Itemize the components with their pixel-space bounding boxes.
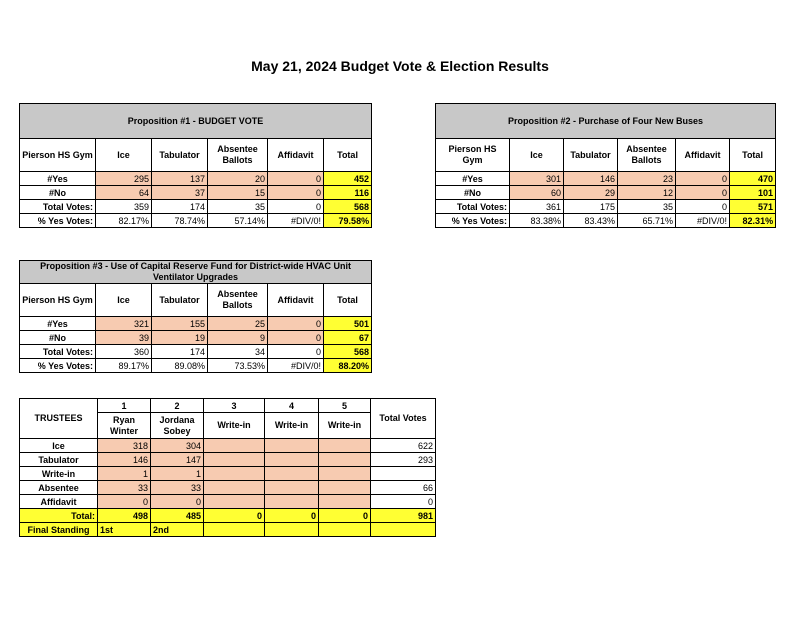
cell <box>204 523 265 537</box>
cell <box>204 481 265 495</box>
cell: 34 <box>208 345 268 359</box>
table-row <box>20 359 372 373</box>
trustees-table <box>19 398 436 537</box>
table-row <box>20 214 372 228</box>
total-cell: 0 <box>371 495 436 509</box>
col-header: Total <box>730 139 776 172</box>
total-cell: 79.58% <box>324 214 372 228</box>
cell <box>265 481 319 495</box>
total-cell <box>371 523 436 537</box>
col-header: Total <box>324 284 372 317</box>
cell: 0 <box>676 200 730 214</box>
cell: 89.17% <box>96 359 152 373</box>
table-row <box>436 172 776 186</box>
cell: 78.74% <box>152 214 208 228</box>
cell: 20 <box>208 172 268 186</box>
col-header: Pierson HS Gym <box>436 139 510 172</box>
cell: 65.71% <box>618 214 676 228</box>
cell: 9 <box>208 331 268 345</box>
total-cell: 88.20% <box>324 359 372 373</box>
col-header: Tabulator <box>152 139 208 172</box>
cell: #DIV/0! <box>268 214 324 228</box>
cell: 147 <box>151 453 204 467</box>
total-votes-header: Total Votes <box>371 399 436 439</box>
cell <box>204 495 265 509</box>
candidate-number: 4 <box>265 399 319 413</box>
cell <box>265 439 319 453</box>
cell: 33 <box>151 481 204 495</box>
cell: 360 <box>96 345 152 359</box>
row-label: % Yes Votes: <box>20 359 96 373</box>
col-header: Pierson HS Gym <box>20 284 96 317</box>
cell: 83.43% <box>564 214 618 228</box>
cell: 12 <box>618 186 676 200</box>
cell: 0 <box>676 186 730 200</box>
cell <box>265 495 319 509</box>
cell: 0 <box>268 331 324 345</box>
cell: 0 <box>204 509 265 523</box>
cell: 83.38% <box>510 214 564 228</box>
row-label: % Yes Votes: <box>436 214 510 228</box>
proposition-1-table <box>19 103 372 228</box>
row-label: #No <box>20 331 96 345</box>
total-cell: 981 <box>371 509 436 523</box>
candidate-name: Write-in <box>319 413 371 439</box>
candidate-name: Write-in <box>204 413 265 439</box>
cell <box>204 453 265 467</box>
table-row <box>20 439 436 453</box>
cell: 174 <box>152 200 208 214</box>
row-label: Write-in <box>20 467 98 481</box>
row-label: #Yes <box>20 317 96 331</box>
cell: 485 <box>151 509 204 523</box>
cell: 0 <box>268 172 324 186</box>
cell: 137 <box>152 172 208 186</box>
table-row <box>20 481 436 495</box>
cell <box>204 439 265 453</box>
cell: 146 <box>564 172 618 186</box>
cell: 318 <box>98 439 151 453</box>
cell <box>319 467 371 481</box>
total-cell: 501 <box>324 317 372 331</box>
cell: 35 <box>618 200 676 214</box>
cell: 361 <box>510 200 564 214</box>
proposition-1-caption: Proposition #1 - BUDGET VOTE <box>20 104 372 139</box>
row-label: #Yes <box>436 172 510 186</box>
table-row <box>20 467 436 481</box>
table-row <box>20 453 436 467</box>
row-label: Total Votes: <box>436 200 510 214</box>
total-cell: 452 <box>324 172 372 186</box>
candidate-name: Ryan Winter <box>98 413 151 439</box>
col-header: Tabulator <box>564 139 618 172</box>
table-row <box>20 317 372 331</box>
row-label: Final Standing <box>20 523 98 537</box>
col-header: Absentee Ballots <box>618 139 676 172</box>
candidate-number: 3 <box>204 399 265 413</box>
cell: 39 <box>96 331 152 345</box>
cell: 0 <box>319 509 371 523</box>
col-header: Absentee Ballots <box>208 139 268 172</box>
cell: 174 <box>152 345 208 359</box>
cell: 64 <box>96 186 152 200</box>
row-label: Tabulator <box>20 453 98 467</box>
total-cell: 116 <box>324 186 372 200</box>
cell: 57.14% <box>208 214 268 228</box>
cell: 15 <box>208 186 268 200</box>
candidate-number: 5 <box>319 399 371 413</box>
total-cell: 571 <box>730 200 776 214</box>
candidate-number: 1 <box>98 399 151 413</box>
col-header: Tabulator <box>152 284 208 317</box>
cell: #DIV/0! <box>676 214 730 228</box>
cell <box>319 523 371 537</box>
row-label: Affidavit <box>20 495 98 509</box>
cell: 23 <box>618 172 676 186</box>
standing-row <box>20 523 436 537</box>
cell <box>319 453 371 467</box>
cell <box>265 467 319 481</box>
cell <box>204 467 265 481</box>
cell: 1 <box>151 467 204 481</box>
total-cell: 66 <box>371 481 436 495</box>
cell: 301 <box>510 172 564 186</box>
cell: 29 <box>564 186 618 200</box>
cell: 175 <box>564 200 618 214</box>
cell: 146 <box>98 453 151 467</box>
col-header: Ice <box>96 284 152 317</box>
total-cell: 293 <box>371 453 436 467</box>
cell: 35 <box>208 200 268 214</box>
row-label: Ice <box>20 439 98 453</box>
table-row <box>436 186 776 200</box>
table-row <box>20 200 372 214</box>
page-title: May 21, 2024 Budget Vote & Election Results <box>251 58 549 74</box>
candidate-name: Jordana Sobey <box>151 413 204 439</box>
cell: 321 <box>96 317 152 331</box>
proposition-3-table <box>19 260 372 373</box>
cell: 0 <box>151 495 204 509</box>
cell <box>265 453 319 467</box>
cell: 37 <box>152 186 208 200</box>
row-label: #No <box>436 186 510 200</box>
cell: 359 <box>96 200 152 214</box>
total-cell: 82.31% <box>730 214 776 228</box>
col-header: Ice <box>510 139 564 172</box>
row-label: Total: <box>20 509 98 523</box>
cell: 60 <box>510 186 564 200</box>
cell: 1st <box>98 523 151 537</box>
cell: 304 <box>151 439 204 453</box>
proposition-3-caption: Proposition #3 - Use of Capital Reserve Fund for District-wide HVAC Unit Ventilator Upgrades <box>20 261 372 284</box>
cell: 73.53% <box>208 359 268 373</box>
table-row <box>436 214 776 228</box>
cell: 2nd <box>151 523 204 537</box>
cell: 33 <box>98 481 151 495</box>
candidate-number: 2 <box>151 399 204 413</box>
proposition-2-caption: Proposition #2 - Purchase of Four New Buses <box>436 104 776 139</box>
proposition-2-table <box>435 103 776 228</box>
cell: #DIV/0! <box>268 359 324 373</box>
table-row <box>20 186 372 200</box>
cell: 295 <box>96 172 152 186</box>
table-row <box>20 172 372 186</box>
cell: 0 <box>98 495 151 509</box>
candidate-name: Write-in <box>265 413 319 439</box>
total-cell <box>371 467 436 481</box>
table-row <box>436 200 776 214</box>
cell: 0 <box>268 345 324 359</box>
cell <box>319 439 371 453</box>
cell: 155 <box>152 317 208 331</box>
cell <box>319 481 371 495</box>
cell: 1 <box>98 467 151 481</box>
row-label: #Yes <box>20 172 96 186</box>
cell: 19 <box>152 331 208 345</box>
trustees-heading: TRUSTEES <box>20 399 98 439</box>
row-label: #No <box>20 186 96 200</box>
cell <box>319 495 371 509</box>
total-cell: 67 <box>324 331 372 345</box>
row-label: Total Votes: <box>20 200 96 214</box>
row-label: Total Votes: <box>20 345 96 359</box>
table-row <box>20 331 372 345</box>
cell: 0 <box>268 317 324 331</box>
cell: 0 <box>265 509 319 523</box>
col-header: Pierson HS Gym <box>20 139 96 172</box>
total-cell: 568 <box>324 345 372 359</box>
cell: 0 <box>268 186 324 200</box>
col-header: Total <box>324 139 372 172</box>
row-label: % Yes Votes: <box>20 214 96 228</box>
col-header: Ice <box>96 139 152 172</box>
total-row <box>20 509 436 523</box>
cell <box>265 523 319 537</box>
col-header: Affidavit <box>676 139 730 172</box>
cell: 498 <box>98 509 151 523</box>
row-label: Absentee <box>20 481 98 495</box>
cell: 0 <box>268 200 324 214</box>
cell: 0 <box>676 172 730 186</box>
col-header: Absentee Ballots <box>208 284 268 317</box>
table-row <box>20 345 372 359</box>
total-cell: 568 <box>324 200 372 214</box>
total-cell: 470 <box>730 172 776 186</box>
cell: 82.17% <box>96 214 152 228</box>
cell: 89.08% <box>152 359 208 373</box>
col-header: Affidavit <box>268 139 324 172</box>
table-row <box>20 495 436 509</box>
total-cell: 101 <box>730 186 776 200</box>
cell: 25 <box>208 317 268 331</box>
total-cell: 622 <box>371 439 436 453</box>
col-header: Affidavit <box>268 284 324 317</box>
